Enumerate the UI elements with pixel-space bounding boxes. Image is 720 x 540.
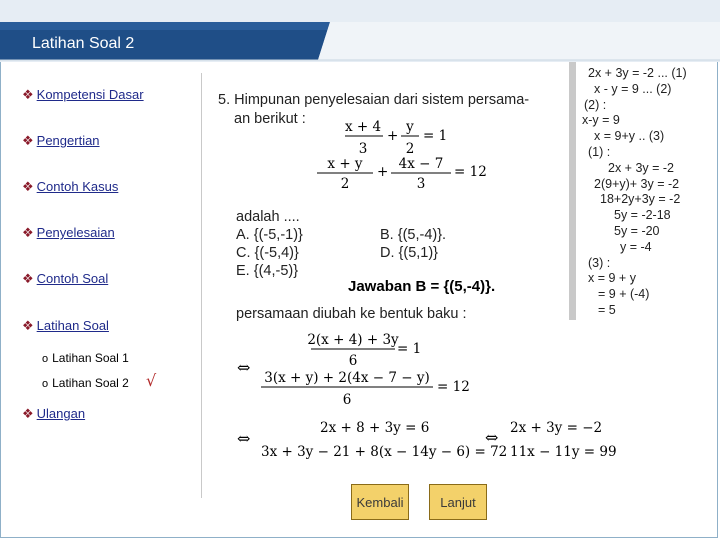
sidebar-item-contoh-kasus[interactable] [22,179,118,195]
solution-line: = 5 [598,302,616,317]
sidebar-item-label: Latihan Soal [36,318,109,333]
step2-numerator: 3(x + y) + 2(4x − 7 − y) [264,370,430,386]
eq1-denominator-b: 2 [405,141,415,157]
solution-line: (1) : [588,144,611,159]
eq2-denominator-a: 2 [340,176,350,192]
sidebar-item-label: Contoh Soal [36,271,109,286]
back-button-label: Kembali [356,494,404,510]
sidebar-item-kompetensi-dasar[interactable] [22,87,144,103]
solution-line: 5y = -20 [614,223,660,238]
step1-denominator: 6 [348,353,358,369]
bullet-icon: ❖ [22,179,34,194]
adalah-text: adalah .... [236,209,300,225]
step3-eq-a: 2x + 8 + 3y = 6 [320,420,430,436]
solution-line: 2x + 3y = -2 [608,160,675,175]
check-mark-icon: √ [146,371,157,390]
sidebar-item-ulangan[interactable] [22,406,85,422]
option-e: E. {(4,-5)} [236,263,299,279]
step2-rhs: = 12 [437,379,470,395]
column-divider [201,73,202,498]
bullet-icon: ❖ [22,87,34,102]
sidebar-item-label: Pengertian [36,133,100,148]
question-line-1: 5. Himpunan penyelesaian dari sistem persama- [218,92,530,108]
equivalence-icon: ⇔ [237,358,251,377]
eq1-numerator-a: x + 4 [344,119,382,135]
eq2-numerator-b: 4x − 7 [398,156,444,172]
bullet-icon: ❖ [22,133,34,148]
solution-line: 18+2y+3y = -2 [600,192,681,207]
circle-bullet-icon: o [42,353,49,365]
eq2-rhs: = 12 [454,164,487,180]
eq1-numerator-b: y [406,119,414,135]
sidebar-item-label: Penyelesaian [36,225,115,240]
sidebar-item-label: Kompetensi Dasar [36,87,144,102]
sidebar-item-label: Contoh Kasus [36,179,119,194]
option-c: C. {(-5,4)} [236,245,299,261]
bullet-icon: ❖ [22,271,34,286]
bullet-icon: ❖ [22,406,34,421]
circle-bullet-icon: o [42,378,49,390]
option-d: D. {(5,1)} [380,245,439,261]
solution-line: x-y = 9 [582,113,620,128]
solution-line: (3) : [588,255,611,270]
bullet-icon: ❖ [22,225,34,240]
option-a: A. {(-5,-1)} [236,227,303,243]
solution-line: x = 9 + y [588,271,636,286]
next-button[interactable] [429,484,487,520]
answer-text: Jawaban B = {(5,-4)}. [348,278,496,295]
step4-eq-b: 11x − 11y = 99 [510,444,617,460]
sidebar-item-label: Ulangan [36,406,86,421]
subitem-latihan-soal-1[interactable] [42,351,129,365]
eq2-denominator-b: 3 [416,176,426,192]
solution-line: 5y = -2-18 [614,208,671,223]
sidebar-item-penyelesaian[interactable] [22,225,115,241]
sidebar-item-contoh-soal[interactable] [22,271,108,287]
header-band [0,0,720,62]
eq1-rhs: = 1 [423,128,448,144]
step1-rhs: = 1 [397,341,422,357]
solution-line: 2x + 3y = -2 ... (1) [588,66,687,80]
subitem-latihan-soal-2[interactable] [42,376,129,390]
scrollbar[interactable] [569,62,576,320]
step2-denominator: 6 [342,392,352,408]
solution-line: x - y = 9 ... (2) [594,81,672,96]
next-button-label: Lanjut [440,494,476,510]
option-b: B. {(5,-4)}. [380,227,447,243]
eq1-denominator-a: 3 [358,141,368,157]
solution-line: y = -4 [620,239,652,254]
page-title: Latihan Soal 2 [32,35,135,52]
solution-panel [578,66,720,319]
equivalence-icon: ⇔ [237,429,251,448]
step1-numerator: 2(x + 4) + 3y [307,332,399,348]
equivalence-icon: ⇔ [485,428,499,447]
solution-line: 2(9+y)+ 3y = -2 [594,176,680,191]
sidebar-item-pengertian[interactable] [22,133,100,149]
plus-sign: + [387,128,399,144]
bullet-icon: ❖ [22,318,34,333]
solution-line: = 9 + (-4) [598,287,650,302]
sidebar-item-latihan-soal[interactable] [22,318,109,334]
plus-sign: + [377,164,389,180]
question-line-2: an berikut : [234,111,306,127]
solution-line: x = 9+y .. (3) [594,129,665,144]
subitem-label: Latihan Soal 1 [52,351,129,365]
eq2-numerator-a: x + y [327,156,363,172]
step4-eq-a: 2x + 3y = −2 [510,420,603,436]
subitem-label: Latihan Soal 2 [52,376,129,390]
back-button[interactable] [351,484,409,520]
transform-text: persamaan diubah ke bentuk baku : [236,306,467,322]
step3-eq-b: 3x + 3y − 21 + 8(x − 14y − 6) = 72 [261,444,508,460]
solution-line: (2) : [584,97,607,112]
